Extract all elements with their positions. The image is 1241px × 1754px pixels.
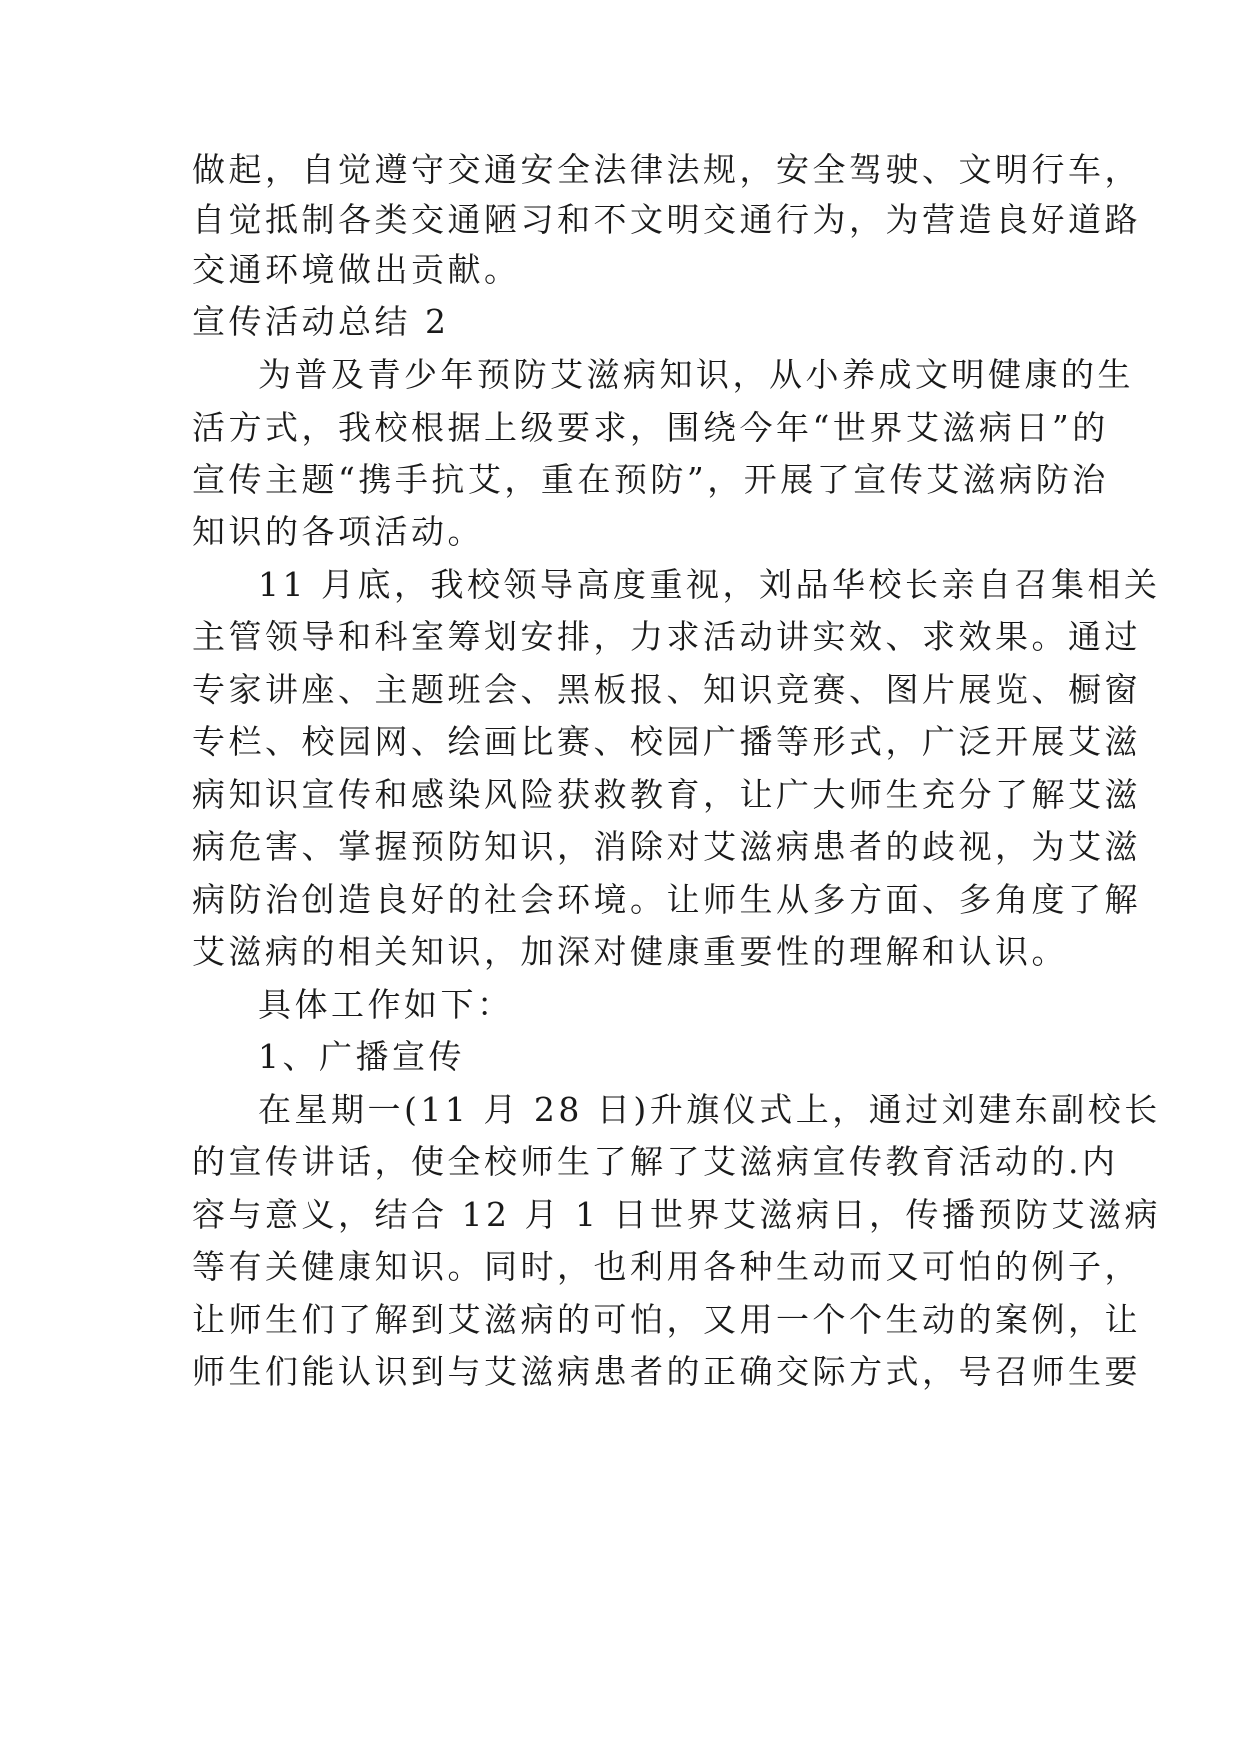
text-line: 艾滋病的相关知识，加深对健康重要性的理解和认识。: [192, 932, 1068, 971]
text-line: 专家讲座、主题班会、黑板报、知识竞赛、图片展览、橱窗: [192, 670, 1141, 709]
text-line: 专栏、校园网、绘画比赛、校园广播等形式，广泛开展艾滋: [192, 722, 1141, 761]
text-line: 交通环境做出贡献。: [192, 250, 521, 289]
text-line: 主管领导和科室筹划安排，力求活动讲实效、求效果。通过: [192, 617, 1141, 656]
list-heading: 1、广播宣传: [258, 1037, 465, 1076]
text-line: 等有关健康知识。同时，也利用各种生动而又可怕的例子，: [192, 1247, 1141, 1286]
text-line: 病知识宣传和感染风险获救教育，让广大师生充分了解艾滋: [192, 775, 1141, 814]
text-line: 的宣传讲话，使全校师生了解了艾滋病宣传教育活动的.内: [192, 1142, 1119, 1181]
text-line: 病危害、掌握预防知识，消除对艾滋病患者的歧视，为艾滋: [192, 827, 1141, 866]
section-heading: 宣传活动总结 2: [192, 302, 450, 341]
text-line: 病防治创造良好的社会环境。让师生从多方面、多角度了解: [192, 880, 1141, 919]
text-line: 具体工作如下：: [258, 985, 514, 1024]
text-line: 宣传主题“携手抗艾，重在预防”，开展了宣传艾滋病防治: [192, 460, 1109, 499]
text-line: 容与意义，结合 12 月 1 日世界艾滋病日，传播预防艾滋病: [192, 1195, 1161, 1234]
text-line: 让师生们了解到艾滋病的可怕，又用一个个生动的案例，让: [192, 1300, 1141, 1339]
text-line: 活方式，我校根据上级要求，围绕今年“世界艾滋病日”的: [192, 408, 1109, 447]
text-line: 在星期一(11 月 28 日)升旗仪式上，通过刘建东副校长: [258, 1090, 1161, 1129]
text-line: 自觉抵制各类交通陋习和不文明交通行为，为营造良好道路: [192, 200, 1141, 239]
text-line: 师生们能认识到与艾滋病患者的正确交际方式，号召师生要: [192, 1352, 1141, 1391]
text-line: 11 月底，我校领导高度重视，刘品华校长亲自召集相关: [258, 565, 1161, 604]
text-line: 知识的各项活动。: [192, 512, 484, 551]
text-line: 做起，自觉遵守交通安全法律法规，安全驾驶、文明行车，: [192, 150, 1141, 189]
text-line: 为普及青少年预防艾滋病知识，从小养成文明健康的生: [258, 355, 1134, 394]
